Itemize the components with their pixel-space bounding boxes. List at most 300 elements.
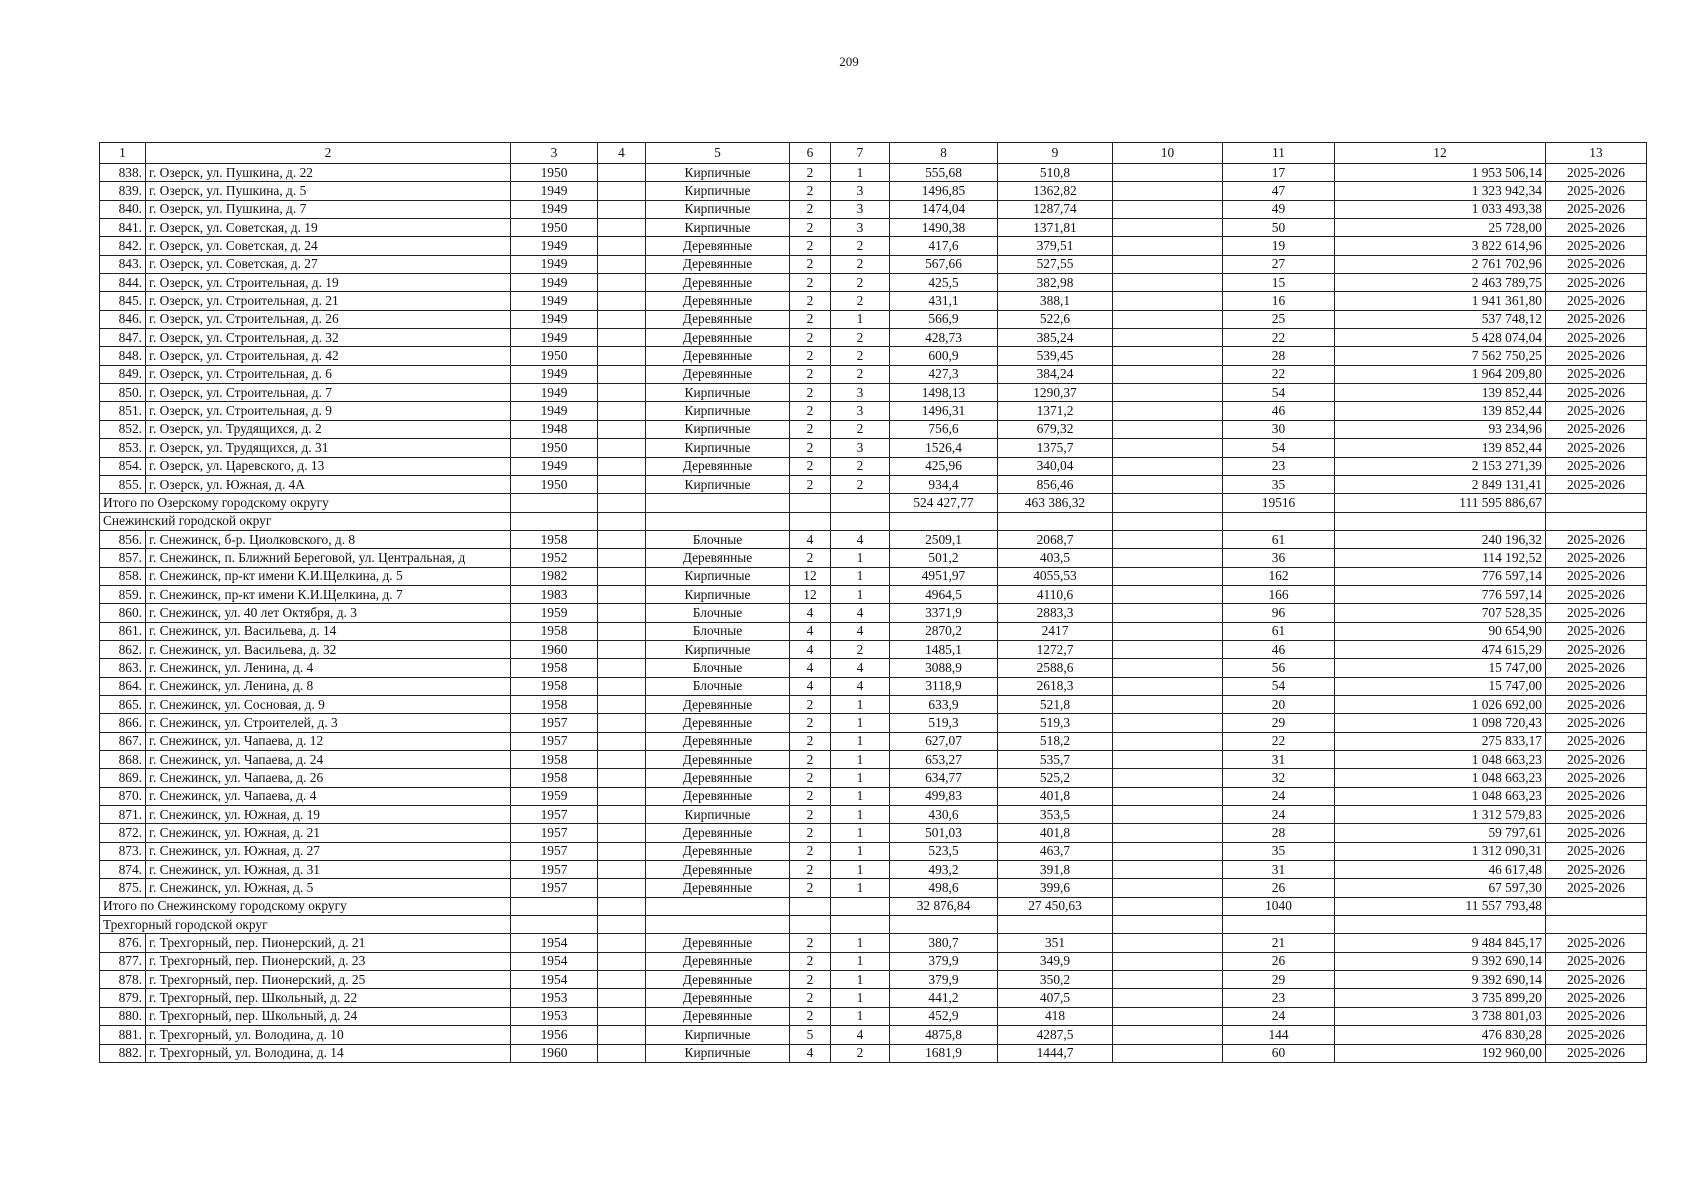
wall-material: Кирпичные	[646, 640, 790, 658]
wall-material: Деревянные	[646, 824, 790, 842]
col4-cell	[598, 347, 646, 365]
residents: 19	[1223, 237, 1335, 255]
total-area: 4875,8	[890, 1026, 998, 1044]
period: 2025-2026	[1546, 457, 1647, 475]
address: г. Снежинск, ул. 40 лет Октября, д. 3	[146, 604, 511, 622]
cost: 240 196,32	[1335, 530, 1546, 548]
year-built: 1954	[511, 934, 598, 952]
residents: 24	[1223, 1007, 1335, 1025]
wall-material: Деревянные	[646, 861, 790, 879]
residents: 22	[1223, 732, 1335, 750]
col4-cell	[598, 824, 646, 842]
cost: 2 761 702,96	[1335, 255, 1546, 273]
address: г. Снежинск, ул. Васильева, д. 32	[146, 640, 511, 658]
year-built: 1982	[511, 567, 598, 585]
wall-material: Кирпичные	[646, 200, 790, 218]
living-area: 510,8	[998, 164, 1113, 182]
address: г. Снежинск, ул. Южная, д. 19	[146, 806, 511, 824]
table-row	[100, 347, 1647, 365]
col4-cell	[598, 879, 646, 897]
entrances: 4	[831, 530, 890, 548]
col4-cell	[598, 971, 646, 989]
residents: 60	[1223, 1044, 1335, 1062]
address: г. Снежинск, ул. Строителей, д. 3	[146, 714, 511, 732]
total-residents: 19516	[1223, 494, 1335, 512]
column-header: 9	[998, 143, 1113, 164]
column-header: 11	[1223, 143, 1335, 164]
entrances: 1	[831, 787, 890, 805]
col10-cell	[1113, 164, 1223, 182]
wall-material: Кирпичные	[646, 1044, 790, 1062]
wall-material: Блочные	[646, 659, 790, 677]
wall-material: Кирпичные	[646, 420, 790, 438]
residents: 56	[1223, 659, 1335, 677]
address: г. Снежинск, ул. Южная, д. 5	[146, 879, 511, 897]
total-cost: 11 557 793,48	[1335, 897, 1546, 915]
col10-cell	[1113, 751, 1223, 769]
floors: 2	[790, 384, 831, 402]
cost: 93 234,96	[1335, 420, 1546, 438]
floors: 2	[790, 714, 831, 732]
period: 2025-2026	[1546, 402, 1647, 420]
col10-cell	[1113, 824, 1223, 842]
table-row	[100, 695, 1647, 713]
period: 2025-2026	[1546, 310, 1647, 328]
col4-cell	[598, 769, 646, 787]
row-number: 869.	[100, 769, 146, 787]
address: г. Снежинск, ул. Южная, д. 21	[146, 824, 511, 842]
table-body	[100, 143, 1647, 1063]
empty-cell	[1113, 897, 1223, 915]
table-row	[100, 861, 1647, 879]
col4-cell	[598, 310, 646, 328]
address: г. Озерск, ул. Пушкина, д. 22	[146, 164, 511, 182]
total-area: 379,9	[890, 971, 998, 989]
empty-cell	[1546, 897, 1647, 915]
table-row	[100, 879, 1647, 897]
year-built: 1958	[511, 530, 598, 548]
year-built: 1959	[511, 787, 598, 805]
table-row	[100, 402, 1647, 420]
col4-cell	[598, 1026, 646, 1044]
entrances: 1	[831, 751, 890, 769]
empty-cell	[1113, 512, 1223, 530]
col4-cell	[598, 420, 646, 438]
table-row	[100, 219, 1647, 237]
row-number: 862.	[100, 640, 146, 658]
row-number: 860.	[100, 604, 146, 622]
column-header: 2	[146, 143, 511, 164]
wall-material: Блочные	[646, 604, 790, 622]
table-row	[100, 420, 1647, 438]
period: 2025-2026	[1546, 567, 1647, 585]
address: г. Озерск, ул. Пушкина, д. 7	[146, 200, 511, 218]
residents: 61	[1223, 622, 1335, 640]
cost: 15 747,00	[1335, 659, 1546, 677]
wall-material: Деревянные	[646, 695, 790, 713]
wall-material: Деревянные	[646, 549, 790, 567]
period: 2025-2026	[1546, 329, 1647, 347]
row-number: 856.	[100, 530, 146, 548]
period: 2025-2026	[1546, 1026, 1647, 1044]
cost: 139 852,44	[1335, 439, 1546, 457]
residents: 26	[1223, 952, 1335, 970]
total-area: 2870,2	[890, 622, 998, 640]
period: 2025-2026	[1546, 622, 1647, 640]
wall-material: Блочные	[646, 622, 790, 640]
total-area: 567,66	[890, 255, 998, 273]
row-number: 838.	[100, 164, 146, 182]
living-area: 349,9	[998, 952, 1113, 970]
residents: 54	[1223, 439, 1335, 457]
col4-cell	[598, 806, 646, 824]
table-row	[100, 237, 1647, 255]
col10-cell	[1113, 971, 1223, 989]
entrances: 2	[831, 347, 890, 365]
total-area: 417,6	[890, 237, 998, 255]
empty-cell	[831, 512, 890, 530]
column-header: 13	[1546, 143, 1647, 164]
residents: 61	[1223, 530, 1335, 548]
row-number: 878.	[100, 971, 146, 989]
row-number: 859.	[100, 585, 146, 603]
residents: 24	[1223, 806, 1335, 824]
residents: 30	[1223, 420, 1335, 438]
residents: 36	[1223, 549, 1335, 567]
total-area: 3088,9	[890, 659, 998, 677]
floors: 4	[790, 659, 831, 677]
col10-cell	[1113, 842, 1223, 860]
total-area: 756,6	[890, 420, 998, 438]
col4-cell	[598, 200, 646, 218]
period: 2025-2026	[1546, 732, 1647, 750]
entrances: 1	[831, 952, 890, 970]
total-area: 934,4	[890, 475, 998, 493]
entrances: 1	[831, 714, 890, 732]
table-row	[100, 824, 1647, 842]
total-cost: 111 595 886,67	[1335, 494, 1546, 512]
total-area: 379,9	[890, 952, 998, 970]
period: 2025-2026	[1546, 934, 1647, 952]
year-built: 1958	[511, 622, 598, 640]
column-header: 7	[831, 143, 890, 164]
floors: 4	[790, 640, 831, 658]
period: 2025-2026	[1546, 255, 1647, 273]
empty-cell	[790, 897, 831, 915]
cost: 9 484 845,17	[1335, 934, 1546, 952]
column-header: 10	[1113, 143, 1223, 164]
col10-cell	[1113, 475, 1223, 493]
table-row	[100, 677, 1647, 695]
cost: 3 735 899,20	[1335, 989, 1546, 1007]
cost: 7 562 750,25	[1335, 347, 1546, 365]
row-number: 855.	[100, 475, 146, 493]
period: 2025-2026	[1546, 475, 1647, 493]
wall-material: Кирпичные	[646, 806, 790, 824]
empty-cell	[598, 897, 646, 915]
cost: 2 463 789,75	[1335, 274, 1546, 292]
address: г. Озерск, ул. Советская, д. 27	[146, 255, 511, 273]
row-number: 861.	[100, 622, 146, 640]
total-area: 501,03	[890, 824, 998, 842]
total-area: 425,5	[890, 274, 998, 292]
col10-cell	[1113, 659, 1223, 677]
empty-cell	[646, 494, 790, 512]
floors: 5	[790, 1026, 831, 1044]
year-built: 1957	[511, 861, 598, 879]
cost: 1 098 720,43	[1335, 714, 1546, 732]
floors: 2	[790, 971, 831, 989]
residents: 54	[1223, 384, 1335, 402]
row-number: 851.	[100, 402, 146, 420]
col10-cell	[1113, 1026, 1223, 1044]
total-area: 498,6	[890, 879, 998, 897]
floors: 2	[790, 182, 831, 200]
entrances: 1	[831, 769, 890, 787]
living-area: 518,2	[998, 732, 1113, 750]
col4-cell	[598, 677, 646, 695]
col10-cell	[1113, 347, 1223, 365]
col4-cell	[598, 861, 646, 879]
period: 2025-2026	[1546, 751, 1647, 769]
table-row	[100, 310, 1647, 328]
floors: 2	[790, 934, 831, 952]
floors: 4	[790, 677, 831, 695]
col4-cell	[598, 549, 646, 567]
wall-material: Деревянные	[646, 934, 790, 952]
table-row	[100, 714, 1647, 732]
year-built: 1983	[511, 585, 598, 603]
total-area: 1490,38	[890, 219, 998, 237]
table-row	[100, 842, 1647, 860]
address: г. Трехгорный, пер. Школьный, д. 22	[146, 989, 511, 1007]
total-residents: 1040	[1223, 897, 1335, 915]
living-area: 522,6	[998, 310, 1113, 328]
address: г. Озерск, ул. Строительная, д. 6	[146, 365, 511, 383]
year-built: 1957	[511, 732, 598, 750]
entrances: 4	[831, 604, 890, 622]
address: г. Трехгорный, ул. Володина, д. 14	[146, 1044, 511, 1062]
living-area: 399,6	[998, 879, 1113, 897]
empty-cell	[511, 897, 598, 915]
living-area: 535,7	[998, 751, 1113, 769]
year-built: 1958	[511, 677, 598, 695]
col10-cell	[1113, 861, 1223, 879]
period: 2025-2026	[1546, 1044, 1647, 1062]
living-area: 418	[998, 1007, 1113, 1025]
residents: 15	[1223, 274, 1335, 292]
row-number: 858.	[100, 567, 146, 585]
year-built: 1958	[511, 659, 598, 677]
floors: 2	[790, 769, 831, 787]
floors: 4	[790, 622, 831, 640]
entrances: 3	[831, 402, 890, 420]
col10-cell	[1113, 640, 1223, 658]
col10-cell	[1113, 439, 1223, 457]
table-row	[100, 585, 1647, 603]
col10-cell	[1113, 549, 1223, 567]
wall-material: Деревянные	[646, 347, 790, 365]
entrances: 2	[831, 1044, 890, 1062]
col4-cell	[598, 402, 646, 420]
living-area: 525,2	[998, 769, 1113, 787]
table-row	[100, 971, 1647, 989]
wall-material: Деревянные	[646, 971, 790, 989]
cost: 46 617,48	[1335, 861, 1546, 879]
address: г. Трехгорный, ул. Володина, д. 10	[146, 1026, 511, 1044]
period: 2025-2026	[1546, 384, 1647, 402]
wall-material: Деревянные	[646, 952, 790, 970]
col4-cell	[598, 952, 646, 970]
period: 2025-2026	[1546, 347, 1647, 365]
col4-cell	[598, 384, 646, 402]
total-area: 493,2	[890, 861, 998, 879]
floors: 2	[790, 806, 831, 824]
living-area: 1371,2	[998, 402, 1113, 420]
residents: 25	[1223, 310, 1335, 328]
period: 2025-2026	[1546, 659, 1647, 677]
entrances: 1	[831, 164, 890, 182]
row-number: 840.	[100, 200, 146, 218]
floors: 2	[790, 347, 831, 365]
residents: 35	[1223, 475, 1335, 493]
cost: 275 833,17	[1335, 732, 1546, 750]
address: г. Озерск, ул. Строительная, д. 26	[146, 310, 511, 328]
year-built: 1950	[511, 475, 598, 493]
wall-material: Деревянные	[646, 365, 790, 383]
wall-material: Кирпичные	[646, 1026, 790, 1044]
col4-cell	[598, 457, 646, 475]
row-number: 848.	[100, 347, 146, 365]
address: г. Озерск, ул. Советская, д. 19	[146, 219, 511, 237]
wall-material: Деревянные	[646, 787, 790, 805]
col4-cell	[598, 530, 646, 548]
year-built: 1949	[511, 457, 598, 475]
floors: 2	[790, 457, 831, 475]
empty-cell	[1546, 494, 1647, 512]
row-number: 857.	[100, 549, 146, 567]
address: г. Трехгорный, пер. Пионерский, д. 25	[146, 971, 511, 989]
entrances: 3	[831, 219, 890, 237]
year-built: 1949	[511, 384, 598, 402]
wall-material: Деревянные	[646, 457, 790, 475]
address: г. Снежинск, пр-кт имени К.И.Щелкина, д. 7	[146, 585, 511, 603]
living-area: 1362,82	[998, 182, 1113, 200]
address: г. Трехгорный, пер. Пионерский, д. 21	[146, 934, 511, 952]
col10-cell	[1113, 567, 1223, 585]
floors: 4	[790, 1044, 831, 1062]
residents: 54	[1223, 677, 1335, 695]
table-row	[100, 457, 1647, 475]
col4-cell	[598, 237, 646, 255]
column-header: 12	[1335, 143, 1546, 164]
col10-cell	[1113, 200, 1223, 218]
residents: 29	[1223, 714, 1335, 732]
total-label: Итого по Снежинскому городскому округу	[100, 897, 511, 915]
floors: 2	[790, 439, 831, 457]
col10-cell	[1113, 237, 1223, 255]
living-area: 2068,7	[998, 530, 1113, 548]
living-area: 388,1	[998, 292, 1113, 310]
floors: 2	[790, 842, 831, 860]
floors: 2	[790, 292, 831, 310]
residents: 23	[1223, 457, 1335, 475]
year-built: 1952	[511, 549, 598, 567]
entrances: 1	[831, 989, 890, 1007]
row-number: 873.	[100, 842, 146, 860]
wall-material: Кирпичные	[646, 384, 790, 402]
living-area: 463,7	[998, 842, 1113, 860]
living-area: 679,32	[998, 420, 1113, 438]
cost: 1 048 663,23	[1335, 751, 1546, 769]
entrances: 2	[831, 274, 890, 292]
year-built: 1958	[511, 751, 598, 769]
floors: 12	[790, 585, 831, 603]
empty-cell	[598, 512, 646, 530]
year-built: 1957	[511, 714, 598, 732]
entrances: 2	[831, 457, 890, 475]
row-number: 882.	[100, 1044, 146, 1062]
table-row	[100, 182, 1647, 200]
table-row	[100, 751, 1647, 769]
row-number: 852.	[100, 420, 146, 438]
address: г. Снежинск, ул. Чапаева, д. 24	[146, 751, 511, 769]
period: 2025-2026	[1546, 292, 1647, 310]
period: 2025-2026	[1546, 640, 1647, 658]
row-number: 881.	[100, 1026, 146, 1044]
entrances: 2	[831, 292, 890, 310]
table-row	[100, 274, 1647, 292]
address: г. Снежинск, ул. Южная, д. 31	[146, 861, 511, 879]
entrances: 4	[831, 677, 890, 695]
total-area: 600,9	[890, 347, 998, 365]
floors: 2	[790, 420, 831, 438]
col10-cell	[1113, 604, 1223, 622]
col10-cell	[1113, 695, 1223, 713]
col4-cell	[598, 732, 646, 750]
table-row	[100, 164, 1647, 182]
living-area: 382,98	[998, 274, 1113, 292]
total-area: 425,96	[890, 457, 998, 475]
residents: 28	[1223, 824, 1335, 842]
total-area: 441,2	[890, 989, 998, 1007]
year-built: 1953	[511, 1007, 598, 1025]
address: г. Снежинск, п. Ближний Береговой, ул. Центральная, д	[146, 549, 511, 567]
year-built: 1949	[511, 365, 598, 383]
wall-material: Деревянные	[646, 842, 790, 860]
wall-material: Кирпичные	[646, 567, 790, 585]
entrances: 1	[831, 1007, 890, 1025]
table-row	[100, 1007, 1647, 1025]
year-built: 1958	[511, 769, 598, 787]
residents: 46	[1223, 640, 1335, 658]
cost: 1 323 942,34	[1335, 182, 1546, 200]
total-area: 519,3	[890, 714, 998, 732]
entrances: 2	[831, 365, 890, 383]
cost: 59 797,61	[1335, 824, 1546, 842]
cost: 9 392 690,14	[1335, 971, 1546, 989]
col10-cell	[1113, 677, 1223, 695]
total-area: 1474,04	[890, 200, 998, 218]
entrances: 1	[831, 310, 890, 328]
col10-cell	[1113, 732, 1223, 750]
residents: 31	[1223, 751, 1335, 769]
floors: 2	[790, 200, 831, 218]
address: г. Снежинск, ул. Ленина, д. 4	[146, 659, 511, 677]
period: 2025-2026	[1546, 200, 1647, 218]
floors: 2	[790, 274, 831, 292]
col10-cell	[1113, 530, 1223, 548]
